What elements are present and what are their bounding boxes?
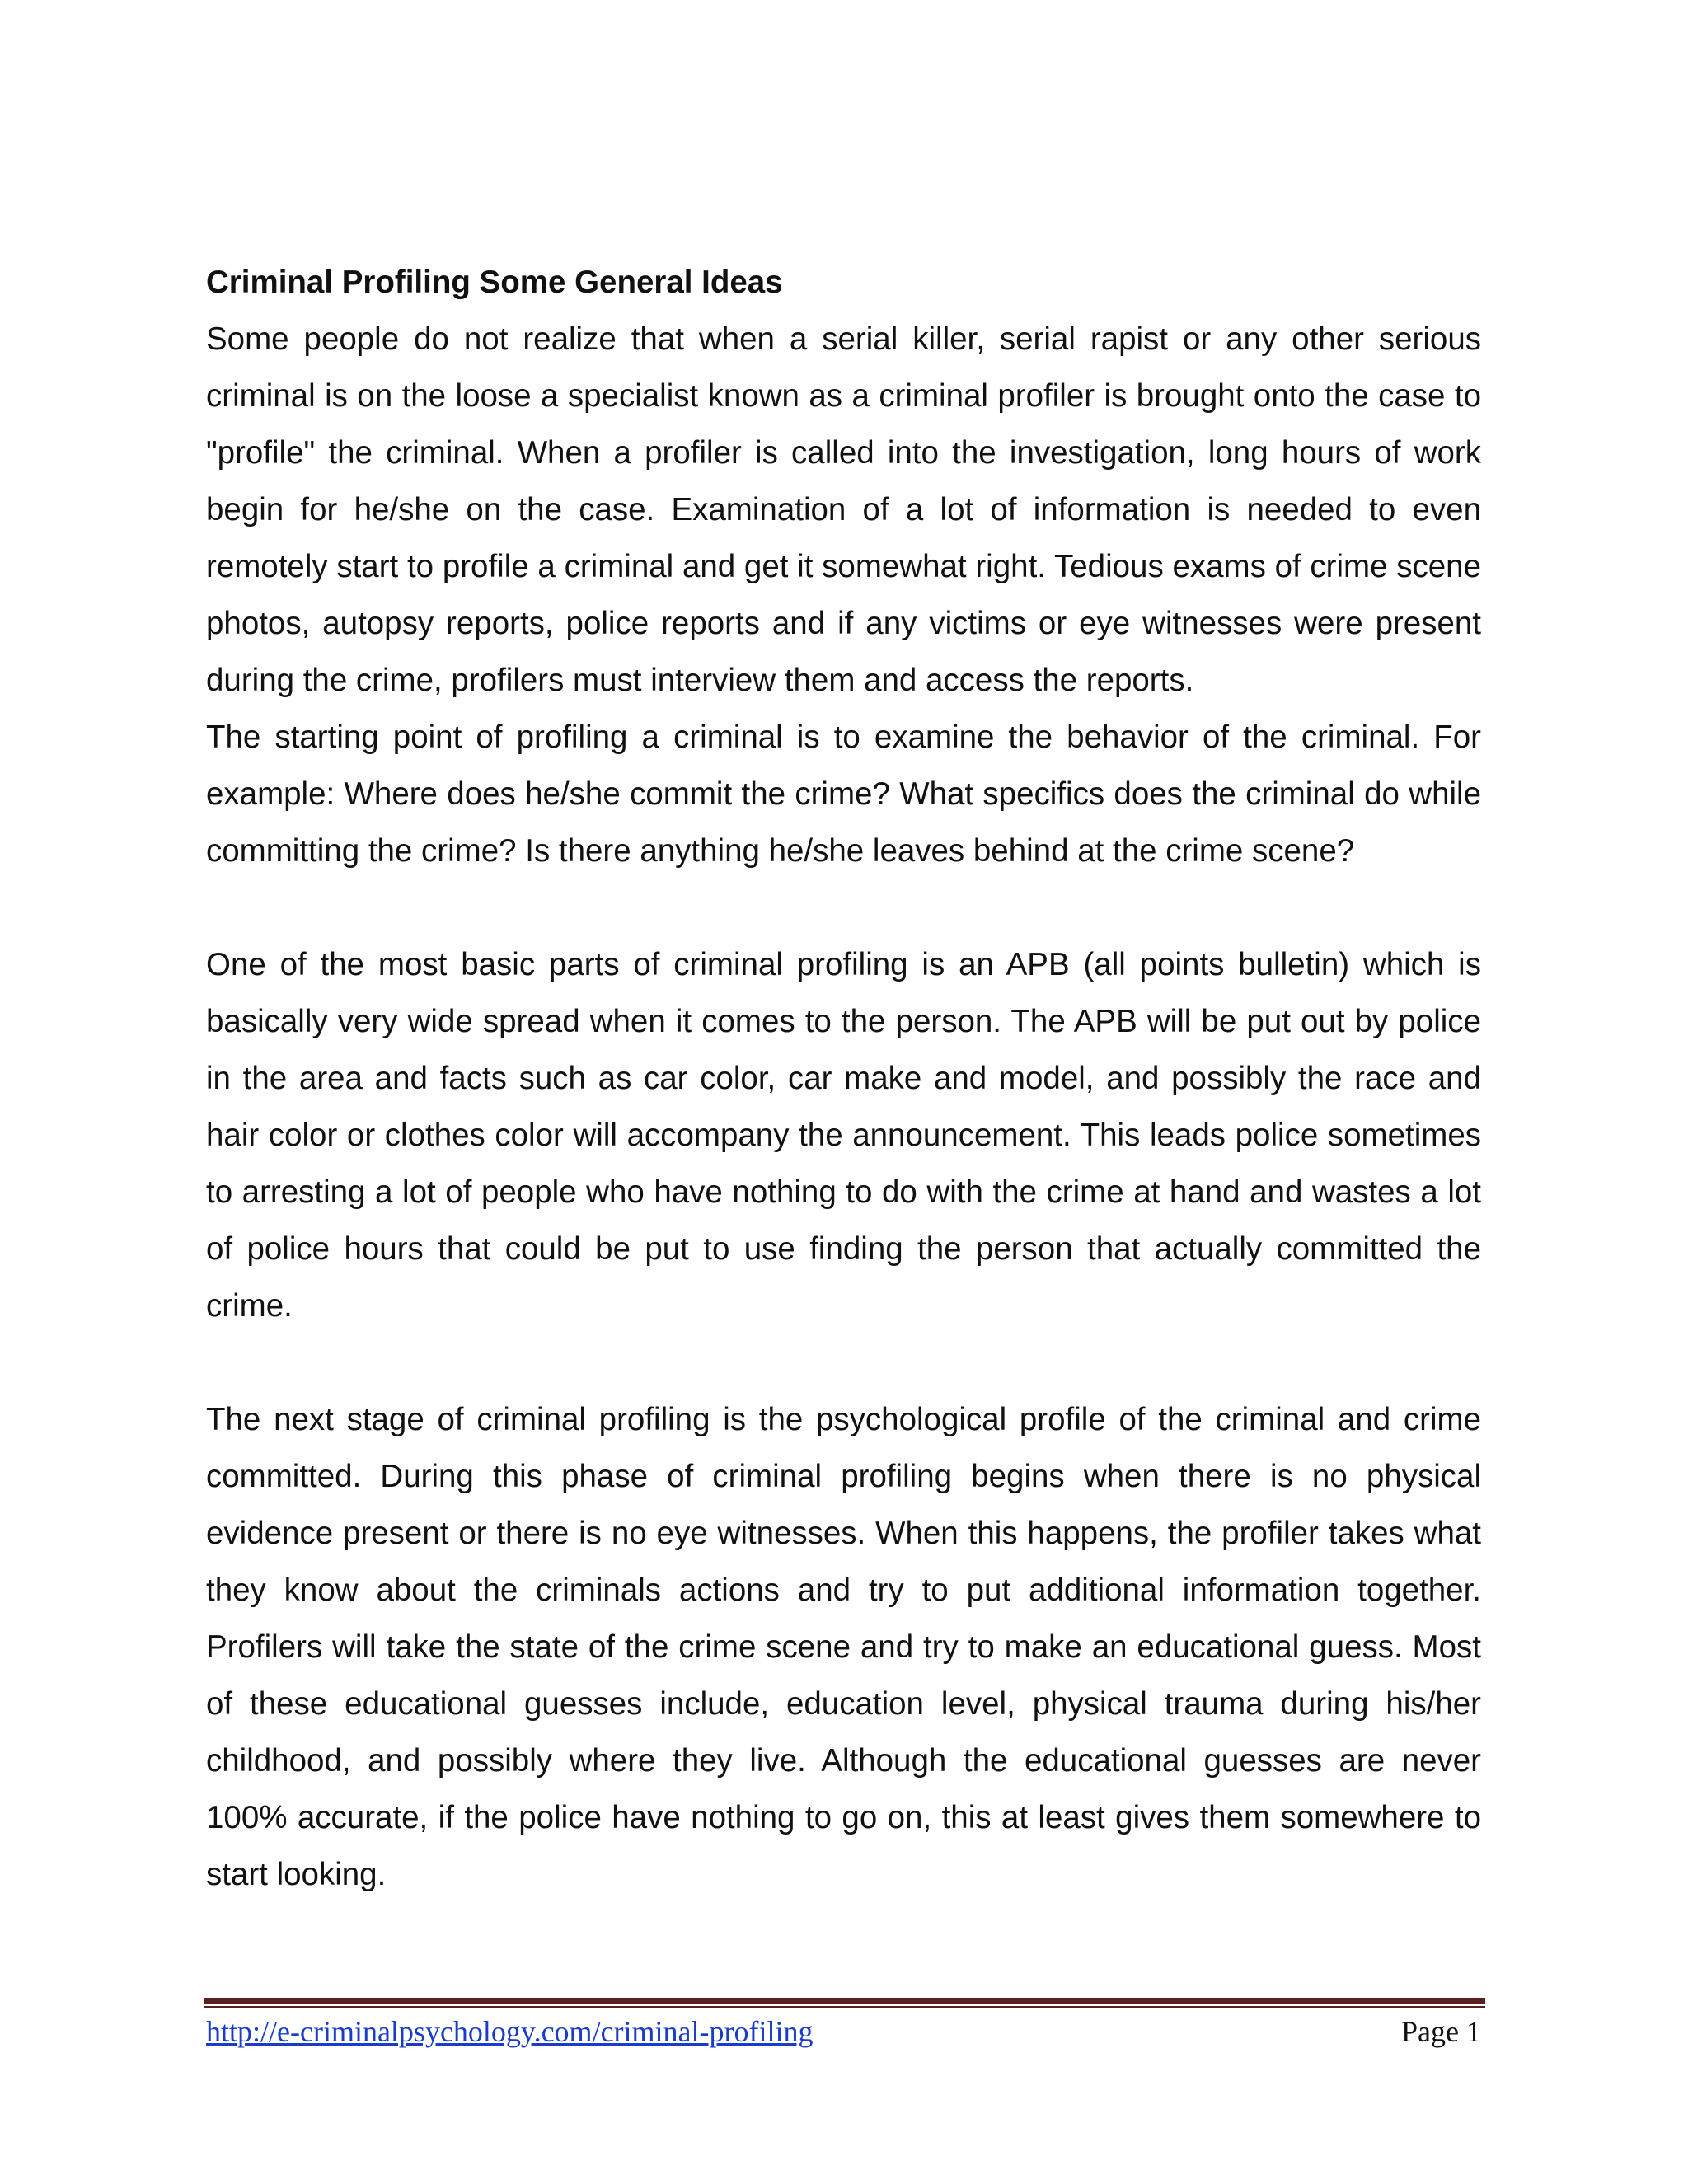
footer-source-link[interactable]: http://e-criminalpsychology.com/criminal-profiling bbox=[206, 2015, 814, 2048]
paragraph-gap bbox=[206, 879, 1481, 936]
document-title: Criminal Profiling Some General Ideas bbox=[206, 265, 783, 300]
paragraph-gap bbox=[206, 1334, 1481, 1391]
paragraph-starting-point: The starting point of profiling a criminal is to examine the behavior of the criminal. For example: Where does he/she commit the crime? What specifics does the criminal do while committing the crime? Is there anything he/she leaves behind at the crime scene? bbox=[206, 719, 1481, 869]
footer-divider-thick-line bbox=[204, 1998, 1485, 2004]
footer-divider-thin-line bbox=[204, 2006, 1485, 2008]
page-footer bbox=[206, 2011, 1481, 2052]
document-body bbox=[206, 254, 1481, 1903]
paragraph-intro: Some people do not realize that when a serial killer, serial rapist or any other serious criminal is on the loose a specialist known as a criminal profiler is brought onto the case to "profile" the criminal. When a profiler is called into the investigation, long hours of work begin for he/she on the case. Examination of a lot of information is needed to even remotely start to profile a criminal and get it somewhat right. Tedious exams of crime scene photos, autopsy reports, police reports and if any victims or eye witnesses were present during the crime, profilers must interview them and access the reports. bbox=[206, 321, 1481, 698]
page-number: Page 1 bbox=[1401, 2015, 1481, 2048]
paragraph-psychological-profile: The next stage of criminal profiling is the psychological profile of the criminal and crime committed. During this phase of criminal profiling begins when there is no physical evidence present or there is no eye witnesses. When this happens, the profiler takes what they know about the criminals actions and try to put additional information together. Profilers will take the state of the crime scene and try to make an educational guess. Most of these educational guesses include, education level, physical trauma during his/her childhood, and possibly where they live. Although the educational guesses are never 100% accurate, if the police have nothing to go on, this at least gives them somewhere to start looking. bbox=[206, 1402, 1481, 1892]
paragraph-apb: One of the most basic parts of criminal profiling is an APB (all points bulletin) which is basically very wide spread when it comes to the person. The APB will be put out by police in the area and facts such as car color, car make and model, and possibly the race and hair color or clothes color will accompany the announcement. This leads police sometimes to arresting a lot of people who have nothing to do with the crime at hand and wastes a lot of police hours that could be put to use finding the person that actually committed the crime. bbox=[206, 947, 1481, 1324]
footer-divider bbox=[204, 1998, 1485, 2008]
